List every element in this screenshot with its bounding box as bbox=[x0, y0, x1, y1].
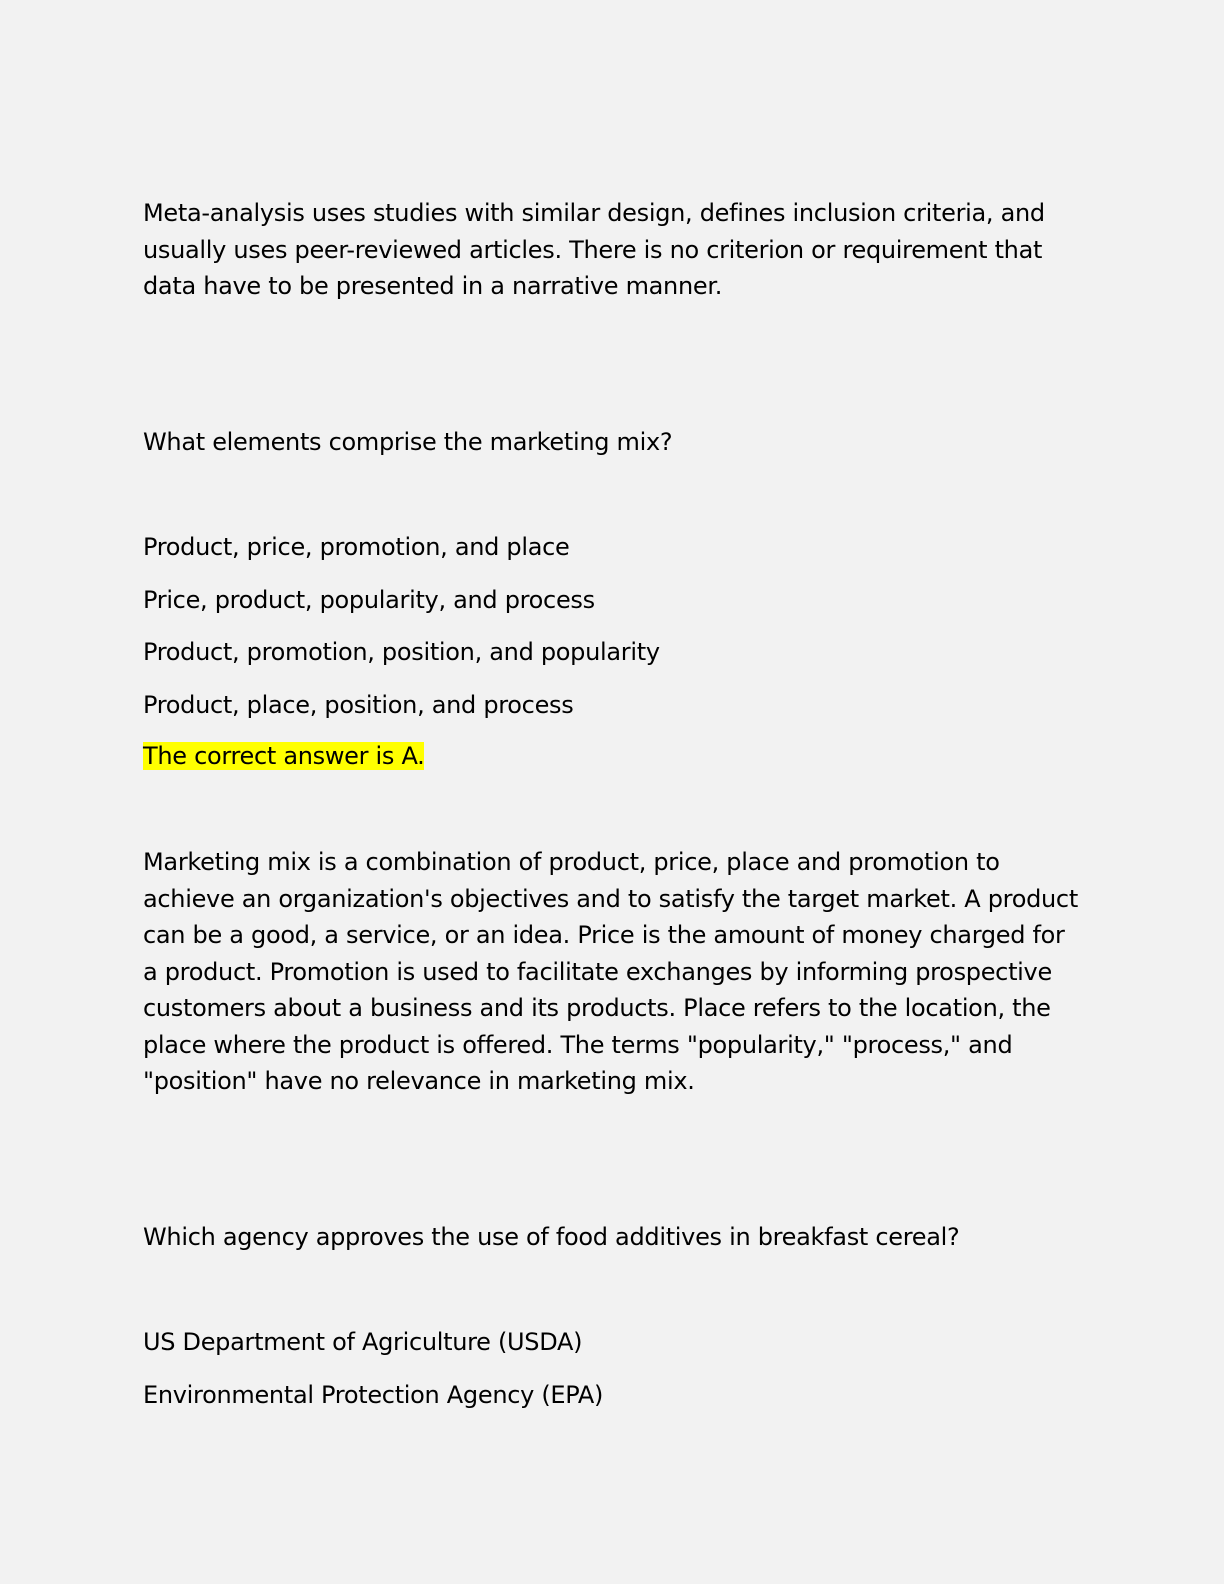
question-1-option-b: Price, product, popularity, and process bbox=[143, 586, 595, 614]
question-1-answer-line bbox=[143, 740, 424, 772]
intro-explanation: Meta-analysis uses studies with similar design, defines inclusion criteria, and usually uses peer-reviewed articles. There is no criterion or requirement that data have to be presented in a narrative manner. bbox=[143, 199, 1045, 300]
question-1-option-a: Product, price, promotion, and place bbox=[143, 533, 570, 561]
question-1-prompt: What elements comprise the marketing mix? bbox=[143, 428, 673, 456]
question-1-option-c: Product, promotion, position, and popularity bbox=[143, 638, 660, 666]
question-1-explanation: Marketing mix is a combination of product, price, place and promotion to achieve an organization's objectives and to satisfy the target market. A product can be a good, a service, or an idea. Price is the amount of money charged for a product. Promotion is used to facilitate exchanges by informing prospective customers about a business and its products. Place refers to the location, the place where the product is offered. The terms "popularity," "process," and "position" have no relevance in marketing mix. bbox=[143, 848, 1078, 1095]
question-1-option-d: Product, place, position, and process bbox=[143, 691, 574, 719]
question-2-prompt: Which agency approves the use of food additives in breakfast cereal? bbox=[143, 1223, 960, 1251]
question-2-option-a: US Department of Agriculture (USDA) bbox=[143, 1328, 583, 1356]
question-2-option-b: Environmental Protection Agency (EPA) bbox=[143, 1381, 604, 1409]
correct-answer-highlight: The correct answer is A. bbox=[143, 742, 425, 770]
